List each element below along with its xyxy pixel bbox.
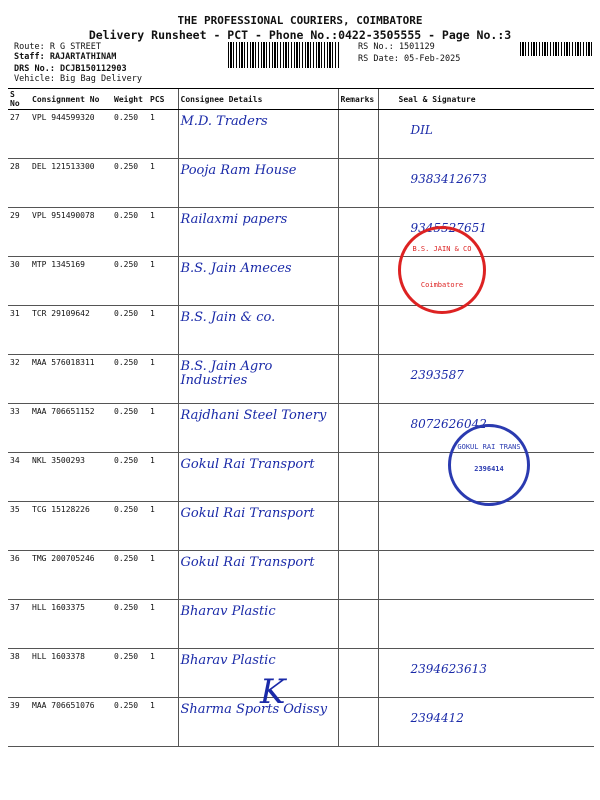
cell-pcs: 1 <box>148 159 178 208</box>
barcode-main <box>228 42 340 68</box>
cell-sno: 29 <box>8 208 30 257</box>
signature-text: 9345527651 <box>410 221 487 235</box>
cell-remarks <box>338 404 378 453</box>
cell-remarks <box>338 698 378 747</box>
cell-signature <box>378 159 594 208</box>
cell-signature <box>378 649 594 698</box>
rs-date: RS Date: 05-Feb-2025 <box>358 54 461 64</box>
cell-signature <box>378 110 594 159</box>
cell-consignment: HLL 1603375 <box>30 600 112 649</box>
signature-text: 8072626042 <box>410 417 487 431</box>
cell-signature <box>378 355 594 404</box>
cell-sno: 28 <box>8 159 30 208</box>
route-label: Route: R G STREET <box>14 42 101 52</box>
cell-sno: 35 <box>8 502 30 551</box>
table-row <box>8 551 594 600</box>
table-row <box>8 355 594 404</box>
cell-sno: 36 <box>8 551 30 600</box>
cell-remarks <box>338 551 378 600</box>
cell-consignee <box>178 159 338 208</box>
cell-signature <box>378 502 594 551</box>
cell-sno: 31 <box>8 306 30 355</box>
cell-pcs: 1 <box>148 306 178 355</box>
cell-consignee <box>178 355 338 404</box>
footer-signature: K <box>260 672 286 712</box>
cell-consignment: MAA 706651152 <box>30 404 112 453</box>
cell-consignment: NKL 3500293 <box>30 453 112 502</box>
cell-remarks <box>338 110 378 159</box>
cell-consignment: TCG 15128226 <box>30 502 112 551</box>
cell-weight: 0.250 <box>112 208 148 257</box>
cell-sno: 38 <box>8 649 30 698</box>
signature-text: DIL <box>410 123 433 137</box>
cell-weight: 0.250 <box>112 551 148 600</box>
cell-pcs: 1 <box>148 600 178 649</box>
consignee-handwriting: Gokul Rai Transport <box>180 506 315 521</box>
cell-consignee <box>178 404 338 453</box>
cell-remarks <box>338 306 378 355</box>
sheet-subtitle: Delivery Runsheet - PCT - Phone No.:0422-3505555 - Page No.:3 <box>88 28 512 42</box>
cell-consignment: MTP 1345169 <box>30 257 112 306</box>
col-pcs: PCS <box>148 89 178 110</box>
consignee-handwriting: Gokul Rai Transport <box>180 457 315 472</box>
cell-consignee <box>178 698 338 747</box>
cell-pcs: 1 <box>148 649 178 698</box>
consignee-handwriting: Rajdhani Steel Tonery <box>180 408 327 423</box>
cell-weight: 0.250 <box>112 159 148 208</box>
table-row <box>8 110 594 159</box>
cell-pcs: 1 <box>148 502 178 551</box>
cell-signature <box>378 306 594 355</box>
cell-consignment: VPL 944599320 <box>30 110 112 159</box>
cell-pcs: 1 <box>148 208 178 257</box>
cell-pcs: 1 <box>148 698 178 747</box>
consignee-handwriting: M.D. Traders <box>180 114 268 129</box>
runsheet-table <box>8 88 594 747</box>
cell-sno: 34 <box>8 453 30 502</box>
table-row <box>8 159 594 208</box>
cell-consignee <box>178 306 338 355</box>
cell-signature <box>378 698 594 747</box>
consignee-handwriting: Pooja Ram House <box>180 163 297 178</box>
table-header <box>8 89 594 110</box>
cell-signature <box>378 551 594 600</box>
barcode-small <box>520 42 592 56</box>
cell-sno: 32 <box>8 355 30 404</box>
cell-pcs: 1 <box>148 551 178 600</box>
cell-consignee <box>178 649 338 698</box>
cell-consignee <box>178 502 338 551</box>
signature-text: 2394623613 <box>410 662 487 676</box>
cell-consignment: TMG 200705246 <box>30 551 112 600</box>
bs-jain-seal: B.S. JAIN & CO Coimbatore <box>398 226 486 314</box>
cell-sno: 39 <box>8 698 30 747</box>
col-consignment: Consignment No <box>30 89 112 110</box>
cell-sno: 37 <box>8 600 30 649</box>
staff-label: Staff: RAJARTATHINAM <box>14 52 117 62</box>
cell-weight: 0.250 <box>112 600 148 649</box>
cell-remarks <box>338 208 378 257</box>
consignee-handwriting: Sharma Sports Odissy <box>180 702 328 717</box>
cell-consignment: MAA 576018311 <box>30 355 112 404</box>
cell-consignee <box>178 600 338 649</box>
cell-pcs: 1 <box>148 404 178 453</box>
col-signature: Seal & Signature <box>378 89 594 110</box>
cell-consignee <box>178 208 338 257</box>
consignee-handwriting: B.S. Jain Ameces <box>180 261 292 276</box>
col-remarks: Remarks <box>338 89 378 110</box>
cell-pcs: 1 <box>148 453 178 502</box>
signature-text: 2393587 <box>410 368 464 382</box>
gokul-rai-seal: GOKUL RAI TRANS 2396414 <box>448 424 530 506</box>
consignee-handwriting: Bharav Plastic <box>180 604 276 619</box>
signature-text: 9383412673 <box>410 172 487 186</box>
consignee-handwriting: B.S. Jain Agro Industries <box>180 359 273 388</box>
rs-number: RS No.: 1501129 <box>358 42 435 52</box>
cell-remarks <box>338 600 378 649</box>
table-row <box>8 257 594 306</box>
table-row <box>8 649 594 698</box>
cell-remarks <box>338 502 378 551</box>
table-row <box>8 502 594 551</box>
cell-consignee <box>178 110 338 159</box>
consignee-handwriting: Bharav Plastic <box>180 653 276 668</box>
cell-consignee <box>178 453 338 502</box>
cell-sno: 33 <box>8 404 30 453</box>
cell-pcs: 1 <box>148 257 178 306</box>
cell-weight: 0.250 <box>112 649 148 698</box>
cell-weight: 0.250 <box>112 257 148 306</box>
cell-remarks <box>338 159 378 208</box>
cell-weight: 0.250 <box>112 502 148 551</box>
signature-text <box>381 603 593 613</box>
cell-weight: 0.250 <box>112 110 148 159</box>
cell-pcs: 1 <box>148 110 178 159</box>
table-row <box>8 306 594 355</box>
cell-consignment: HLL 1603378 <box>30 649 112 698</box>
cell-weight: 0.250 <box>112 453 148 502</box>
cell-weight: 0.250 <box>112 355 148 404</box>
company-title: THE PROFESSIONAL COURIERS, COIMBATORE <box>177 14 423 27</box>
consignee-handwriting: Gokul Rai Transport <box>180 555 315 570</box>
cell-consignment: VPL 951490078 <box>30 208 112 257</box>
cell-pcs: 1 <box>148 355 178 404</box>
table-row <box>8 600 594 649</box>
col-consignee: Consignee Details <box>178 89 338 110</box>
cell-consignee <box>178 257 338 306</box>
cell-consignment: MAA 706651076 <box>30 698 112 747</box>
consignee-handwriting: Railaxmi papers <box>180 212 288 227</box>
cell-remarks <box>338 453 378 502</box>
vehicle-label: Vehicle: Big Bag Delivery <box>14 74 142 84</box>
col-weight: Weight <box>112 89 148 110</box>
table-row <box>8 208 594 257</box>
table-row <box>8 698 594 747</box>
cell-consignee <box>178 551 338 600</box>
cell-sno: 27 <box>8 110 30 159</box>
signature-text: 2394412 <box>410 711 464 725</box>
cell-signature <box>378 600 594 649</box>
cell-weight: 0.250 <box>112 698 148 747</box>
cell-remarks <box>338 257 378 306</box>
cell-consignment: TCR 29109642 <box>30 306 112 355</box>
cell-weight: 0.250 <box>112 306 148 355</box>
cell-remarks <box>338 355 378 404</box>
cell-weight: 0.250 <box>112 404 148 453</box>
cell-remarks <box>338 649 378 698</box>
col-sno: S No <box>8 89 30 110</box>
cell-consignment: DEL 121513300 <box>30 159 112 208</box>
drs-label: DRS No.: DCJB150112903 <box>14 64 127 74</box>
consignee-handwriting: B.S. Jain & co. <box>180 310 276 325</box>
cell-sno: 30 <box>8 257 30 306</box>
